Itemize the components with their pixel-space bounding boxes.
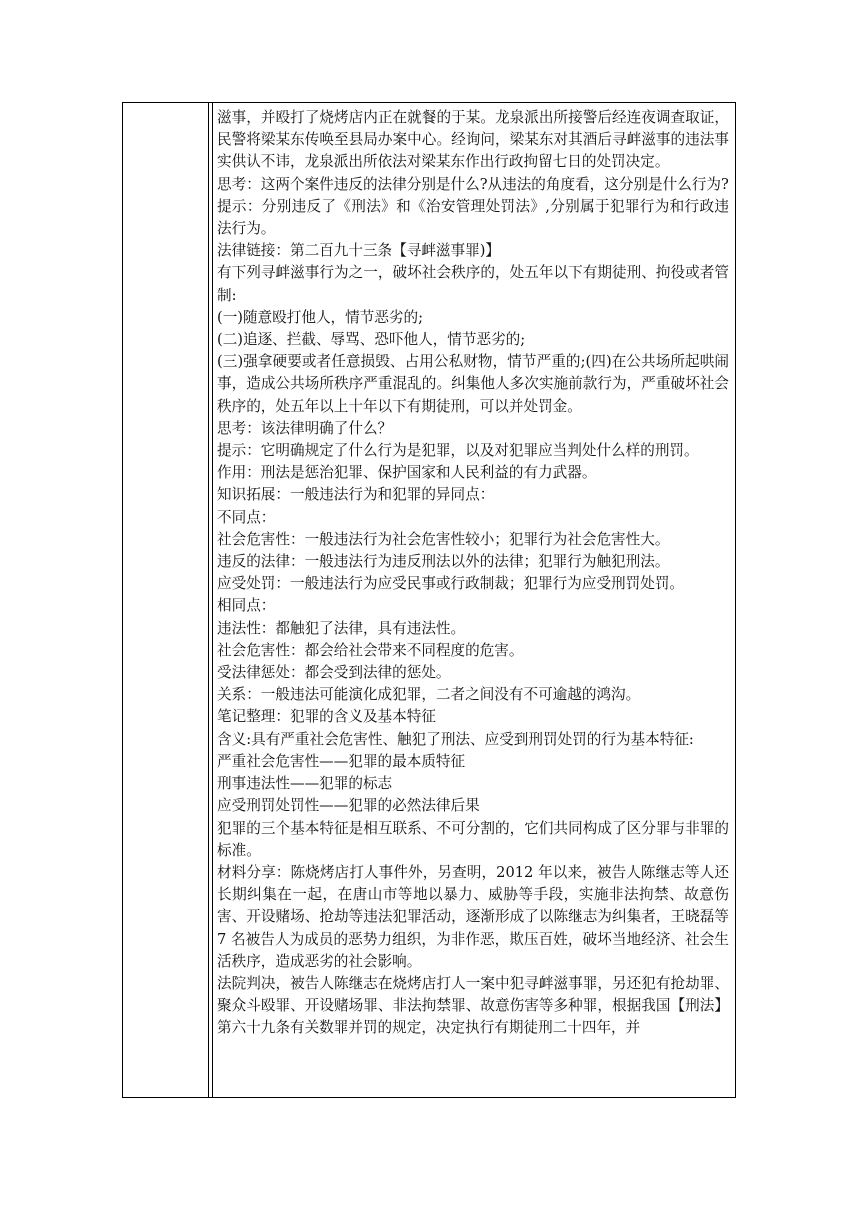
think-question-2: 思考：该法律明确了什么？ bbox=[217, 419, 393, 437]
law-link-title: 法律链接：第二百九十三条【寻衅滋事罪)】 bbox=[217, 242, 500, 260]
material-share: 材料分享：陈烧烤店打人事件外，另查明，2012 年以来，被告人陈继志等人还长期纠集在一起，在唐山市等地以暴力、威胁等手段，实施非法拘禁、故意伤害、开设赌场、抢劫等违法犯罪活动，逐渐形成了以陈继志为纠集者，王晓磊等 7 名被告人为成员的恶势力组织，为非作恶，欺压百姓，破坏当地经济、社会生活秩序，造成恶劣的社会影响。 bbox=[217, 863, 729, 970]
similarity-illegality: 违法性：都触犯了法律，具有违法性。 bbox=[217, 619, 466, 637]
law-item-1: (一)随意殴打他人，情节恶劣的; bbox=[217, 308, 424, 326]
column-divider bbox=[209, 103, 213, 1097]
law-item-3-4: (三)强拿硬要或者任意损毁、占用公私财物，情节严重的;(四)在公共场所起哄闹事，造成公共场所秩序严重混乱的。纠集他人多次实施前款行为，严重破坏社会秩序的，处五年以上十年以下有期徒刑，可以并处罚金。 bbox=[217, 353, 729, 415]
feature-2: 刑事违法性——犯罪的标志 bbox=[217, 775, 393, 793]
think-question-1: 思考：这两个案件违反的法律分别是什么?从违法的角度看，这分别是什么行为? bbox=[217, 175, 729, 193]
hint-2: 提示：它明确规定了什么行为是犯罪，以及对犯罪应当判处什么样的刑罚。 bbox=[217, 442, 699, 460]
features-summary: 犯罪的三个基本特征是相互联系、不可分割的，它们共同构成了区分罪与非罪的标准。 bbox=[217, 819, 729, 859]
case-description: 滋事，并殴打了烧烤店内正在就餐的于某。龙泉派出所接警后经连夜调查取证，民警将梁某东传唤至县局办案中心。经询问，梁某东对其酒后寻衅滋事的违法事实供认不讳，龙泉派出所依法对梁某东作出行政拘留七日的处罚决定。 bbox=[217, 109, 729, 171]
hint-1: 提示：分别违反了《刑法》和《治安管理处罚法》,分别属于犯罪行为和行政违法行为。 bbox=[217, 197, 729, 238]
left-column-cell bbox=[123, 103, 209, 1097]
similarities-heading: 相同点： bbox=[217, 597, 276, 615]
similarity-punishment: 受法律惩处：都会受到法律的惩处。 bbox=[217, 664, 451, 682]
notes-title: 笔记整理：犯罪的含义及基本特征 bbox=[217, 708, 436, 726]
content-cell bbox=[217, 107, 729, 1040]
feature-1: 严重社会危害性——犯罪的最本质特征 bbox=[217, 752, 466, 770]
similarity-harm: 社会危害性：都会给社会带来不同程度的危害。 bbox=[217, 641, 524, 659]
law-item-2: (二)追逐、拦截、辱骂、恐吓他人，情节恶劣的; bbox=[217, 331, 526, 349]
difference-punishment: 应受处罚：一般违法行为应受民事或行政制裁；犯罪行为应受刑罚处罚。 bbox=[217, 575, 685, 593]
difference-harm: 社会危害性：一般违法行为社会危害性较小；犯罪行为社会危害性大。 bbox=[217, 530, 670, 548]
feature-3: 应受刑罚处罚性——犯罪的必然法律后果 bbox=[217, 797, 480, 815]
law-text-intro: 有下列寻衅滋事行为之一，破坏社会秩序的，处五年以下有期徒刑、拘役或者管制: bbox=[217, 264, 729, 304]
crime-definition: 含义:具有严重社会危害性、触犯了刑法、应受到刑罚处罚的行为基本特征: bbox=[217, 730, 694, 748]
lesson-table bbox=[122, 102, 736, 1098]
function-statement: 作用：刑法是惩治犯罪、保护国家和人民利益的有力武器。 bbox=[217, 464, 597, 482]
differences-heading: 不同点： bbox=[217, 508, 276, 526]
court-judgment: 法院判决，被告人陈继志在烧烤店打人一案中犯寻衅滋事罪，另还犯有抢劫罪、聚众斗殴罪、开设赌场罪、非法拘禁罪、故意伤害等多种罪，根据我国【刑法】第六十九条有关数罪并罚的规定，决定执行有期徒刑二十四年，并 bbox=[217, 974, 729, 1037]
relationship: 关系：一般违法可能演化成犯罪，二者之间没有不可逾越的鸿沟。 bbox=[217, 686, 641, 704]
knowledge-extension-title: 知识拓展：一般违法行为和犯罪的异同点： bbox=[217, 486, 495, 504]
difference-law: 违反的法律：一般违法行为违反刑法以外的法律；犯罪行为触犯刑法。 bbox=[217, 553, 670, 571]
